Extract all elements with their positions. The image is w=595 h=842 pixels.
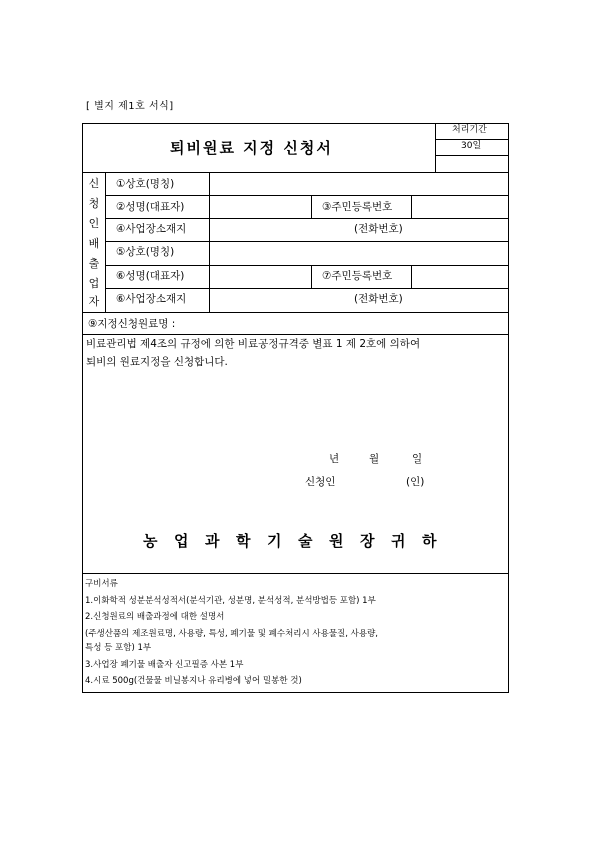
applicant-name-label: ②성명(대표자) bbox=[116, 201, 185, 213]
form-title: 퇴비원료 지정 신청서 bbox=[170, 139, 333, 157]
date-year-label: 년 bbox=[329, 453, 340, 465]
date-day-label: 일 bbox=[412, 453, 423, 465]
addressee-char: 원 bbox=[329, 532, 344, 550]
applicant-phone-label: (전화번호) bbox=[354, 223, 403, 235]
emitter-section-char: 업 bbox=[88, 277, 100, 290]
material-name-label: ⑨지정신청원료명 : bbox=[88, 318, 176, 330]
applicant-company-label: ①상호(명칭) bbox=[116, 178, 175, 190]
attachment-line: 3.사업장 폐기물 배출자 신고필증 사본 1부 bbox=[85, 660, 244, 670]
attachment-line: 4.시료 500g(건물물 비닐봉지나 유리병에 넣어 밀봉한 것) bbox=[85, 676, 302, 686]
attachment-line: (주생산품의 제조원료명, 사용량, 특성, 폐기물 및 폐수처리시 사용물질, 사용량, bbox=[85, 629, 378, 639]
emitter-name-label: ⑥성명(대표자) bbox=[116, 270, 185, 282]
addressee-char: 과 bbox=[205, 532, 220, 550]
processing-divider bbox=[435, 124, 436, 172]
emitter-rrn-label: ⑦주민등록번호 bbox=[322, 270, 393, 282]
application-form bbox=[82, 123, 509, 693]
addressee-char: 학 bbox=[236, 532, 251, 550]
applicant-section-char: 청 bbox=[88, 197, 100, 210]
signer-label: 신청인 bbox=[305, 476, 336, 488]
addressee-char: 농 bbox=[143, 532, 158, 550]
emitter-address-label: ⑥사업장소재지 bbox=[116, 293, 187, 305]
applicant-section-char: 인 bbox=[88, 217, 100, 230]
attachment-line: 특성 등 포함) 1부 bbox=[85, 643, 152, 653]
emitter-company-label: ⑤상호(명칭) bbox=[116, 246, 175, 258]
addressee-char: 술 bbox=[298, 532, 313, 550]
emitter-section-char: 배 bbox=[88, 237, 100, 250]
signer-seal: (인) bbox=[406, 476, 425, 488]
addressee-char: 장 bbox=[360, 532, 375, 550]
statement-line-2: 퇴비의 원료지정을 신청합니다. bbox=[86, 356, 228, 368]
date-month-label: 월 bbox=[369, 453, 380, 465]
addressee-char: 기 bbox=[267, 532, 282, 550]
emitter-section-char: 출 bbox=[88, 257, 100, 270]
processing-period-label: 처리기간 bbox=[452, 125, 487, 135]
attachments-title: 구비서류 bbox=[85, 579, 118, 589]
addressee-char: 귀 bbox=[391, 532, 406, 550]
addressee-char: 하 bbox=[422, 532, 437, 550]
attachment-line: 2.신청원료의 배출과정에 대한 설명서 bbox=[85, 612, 225, 622]
applicant-section-char: 신 bbox=[88, 177, 100, 190]
emitter-section-char: 자 bbox=[88, 295, 100, 308]
attachment-line: 1.이화학적 성분분석성적서(분석기관, 성분명, 분석성적, 분석방법등 포함) 1부 bbox=[85, 596, 376, 606]
emitter-phone-label: (전화번호) bbox=[354, 293, 403, 305]
applicant-address-label: ④사업장소재지 bbox=[116, 223, 187, 235]
statement-line-1: 비료관리법 제4조의 규정에 의한 비료공정규격중 별표 1 제 2호에 의하여 bbox=[86, 338, 421, 350]
form-number-label: [ 별지 제1호 서식] bbox=[86, 101, 174, 112]
addressee-char: 업 bbox=[174, 532, 189, 550]
applicant-rrn-label: ③주민등록번호 bbox=[322, 201, 393, 213]
processing-period-value: 30일 bbox=[461, 141, 482, 151]
